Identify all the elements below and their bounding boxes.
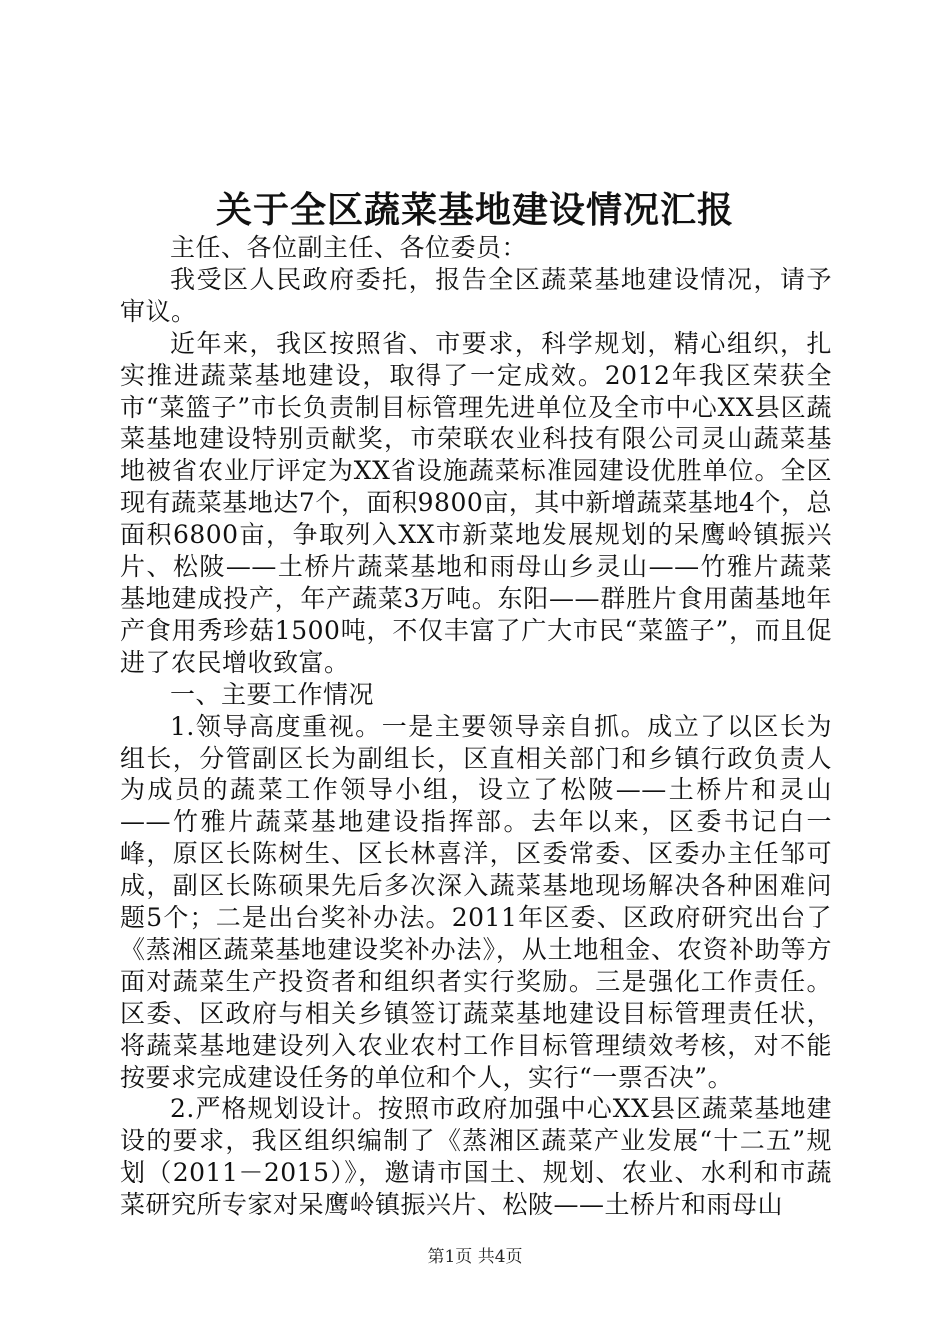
document-body	[120, 232, 832, 1221]
intro-paragraph: 我受区人民政府委托，报告全区蔬菜基地建设情况，请予审议。	[120, 264, 832, 326]
planning-paragraph: 2.严格规划设计。按照市政府加强中心XX县区蔬菜基地建设的要求，我区组织编制了《蒸湘区蔬菜产业发展“十二五”规划（2011－2015）》，邀请市国土、规划、农业、水利和市蔬菜研究所专家对呆鹰岭镇振兴片、松陂——土桥片和雨母山	[120, 1094, 832, 1220]
document-title: 关于全区蔬菜基地建设情况汇报	[215, 189, 734, 231]
salutation-paragraph: 主任、各位副主任、各位委员：	[170, 233, 528, 262]
overview-paragraph: 近年来，我区按照省、市要求，科学规划，精心组织，扎实推进蔬菜基地建设，取得了一定成效。2012年我区荣获全市“菜篮子”市长负责制目标管理先进单位及全市中心XX县区蔬菜基地建设特别贡献奖，市荣联农业科技有限公司灵山蔬菜基地被省农业厅评定为XX省设施蔬菜标准园建设优胜单位。全区现有蔬菜基地达7个，面积9800亩，其中新增蔬菜基地4个，总面积6800亩，争取列入XX市新菜地发展规划的呆鹰岭镇振兴片、松陂——土桥片蔬菜基地和雨母山乡灵山——竹雅片蔬菜基地建成投产，年产蔬菜3万吨。东阳——群胜片食用菌基地年产食用秀珍菇1500吨，不仅丰富了广大市民“菜篮子”，而且促进了农民增收致富。	[120, 328, 832, 677]
page-number-footer: 第1页 共4页	[427, 1247, 523, 1267]
section-heading: 一、主要工作情况	[170, 679, 375, 709]
leadership-paragraph: 1.领导高度重视。一是主要领导亲自抓。成立了以区长为组长，分管副区长为副组长，区直相关部门和乡镇行政负责人为成员的蔬菜工作领导小组，设立了松陂——土桥片和灵山——竹雅片蔬菜基地建设指挥部。去年以来，区委书记白一峰，原区长陈树生、区长林喜洋，区委常委、区委办主任邹可成，副区长陈硕果先后多次深入蔬菜基地现场解决各种困难问题5个；二是出台奖补办法。2011年区委、区政府研究出台了《蒸湘区蔬菜基地建设奖补办法》，从土地租金、农资补助等方面对蔬菜生产投资者和组织者实行奖励。三是强化工作责任。区委、区政府与相关乡镇签订蔬菜基地建设目标管理责任状，将蔬菜基地建设列入农业农村工作目标管理绩效考核，对不能按要求完成建设任务的单位和个人，实行“一票否决”。	[120, 711, 832, 1092]
